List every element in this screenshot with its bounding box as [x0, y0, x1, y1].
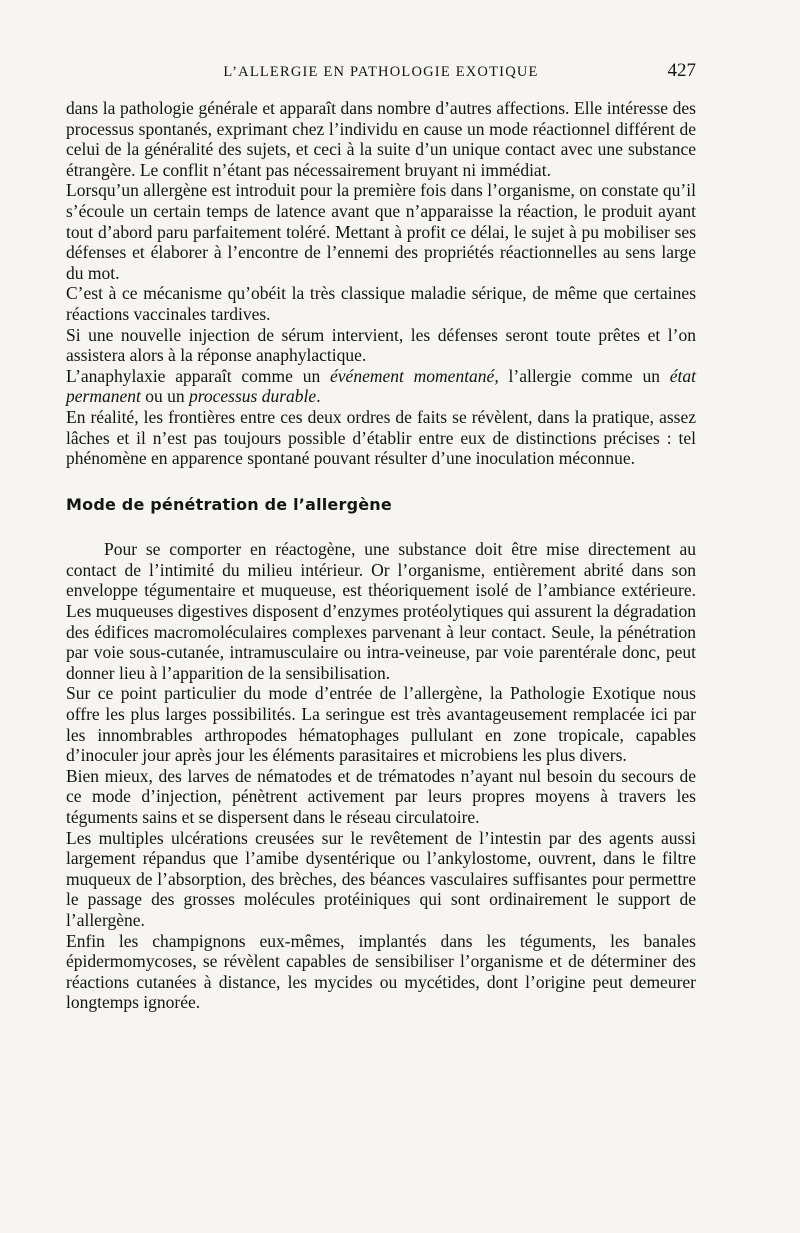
paragraph: C’est à ce mécanisme qu’obéit la très classique maladie sérique, de même que certaines réactions vaccinales tardives. — [66, 283, 696, 324]
text-run: l’allergie comme un — [498, 365, 670, 386]
paragraph-anaphylaxie — [66, 366, 696, 407]
running-title: L’ALLERGIE EN PATHOLOGIE EXOTIQUE — [223, 64, 539, 80]
italic-text: état permanent — [66, 365, 696, 407]
page-header — [66, 60, 696, 86]
paragraph: dans la pathologie générale et apparaît dans nombre d’autres affections. Elle intéresse des processus spontanés, exprimant chez l’individu en cause un mode réactionnel différent de celui de la généralité des sujets, et ceci à la suite d’un unique contact avec une substance étrangère. Le conflit n’étant pas nécessairement bruyant ni immédiat. — [66, 98, 696, 180]
paragraph: Sur ce point particulier du mode d’entrée de l’allergène, la Pathologie Exotique nous offre les plus larges possibilités. La seringue est très avantageusement remplacée ici par les innombrables arthropodes hématophages pullulant en zone tropicale, capables d’inoculer jour après jour les éléments parasitaires et microbiens les plus divers. — [66, 683, 696, 766]
italic-text: processus durable — [188, 386, 317, 407]
text-run: ou un — [140, 386, 189, 407]
text-run: . — [316, 386, 321, 407]
paragraph: En réalité, les frontières entre ces deux ordres de faits se révèlent, dans la pratique, assez lâches et il n’est pas toujours possible d’établir entre eux de distinctions précises : tel phénomène en apparence spontané pouvant résulter d’une inoculation méconnue. — [66, 406, 696, 469]
page-number: 427 — [667, 60, 696, 81]
italic-text: événement momentané, — [330, 365, 499, 386]
paragraph: Enfin les champignons eux-mêmes, implantés dans les téguments, les banales épidermomycoses, se révèlent capables de sensibiliser l’organisme et de déterminer des réactions cutanées à distance, les mycides ou mycétides, dont l’origine peut demeurer longtemps ignorée. — [66, 930, 696, 1013]
paragraph: Lorsqu’un allergène est introduit pour la première fois dans l’organisme, on constate qu’il s’écoule un certain temps de latence avant que n’apparaisse la réaction, le produit ayant tout d’abord paru parfaitement toléré. Mettant à profit ce délai, le sujet à pu mobiliser ses défenses et élaborer à l’encontre de l’ennemi des propriétés réactionnelles au sens large du mot. — [66, 180, 696, 283]
paragraph: Les multiples ulcérations creusées sur le revêtement de l’intestin par des agents aussi largement répandus que l’amibe dysentérique ou l’ankylostome, ouvrent, dans le filtre muqueux de l’absorption, des brèches, des béances vasculaires suffisantes pour permettre le passage des grosses molécules protéiniques qui sont ordinairement le support de l’allergène. — [66, 827, 696, 930]
text-run: L’anaphylaxie apparaît comme un — [66, 365, 331, 386]
page-body — [66, 98, 696, 1013]
paragraph: Bien mieux, des larves de nématodes et de trématodes n’ayant nul besoin du secours de ce mode d’injection, pénètrent activement par leurs propres moyens à travers les téguments sains et se dispersent dans le réseau circulatoire. — [66, 765, 696, 827]
section-heading: Mode de pénétration de l’allergène — [66, 494, 392, 514]
paragraph: Pour se comporter en réactogène, une substance doit être mise directement au contact de l’intimité du milieu intérieur. Or l’organisme, entièrement abrité dans son enveloppe tégumentaire et muqueuse, est théoriquement isolé de l’ambiance extérieure. Les muqueuses digestives disposent d’enzymes protéolytiques qui assurent la dégradation des édifices macromoléculaires complexes parvenant à leur contact. Seule, la pénétration par voie sous-cutanée, intramusculaire ou intra-veineuse, par voie parentérale donc, peut donner lieu à l’apparition de la sensibilisation. — [66, 539, 696, 683]
paragraph: Si une nouvelle injection de sérum intervient, les défenses seront toute prêtes et l’on assistera alors à la réponse anaphylactique. — [66, 324, 696, 366]
